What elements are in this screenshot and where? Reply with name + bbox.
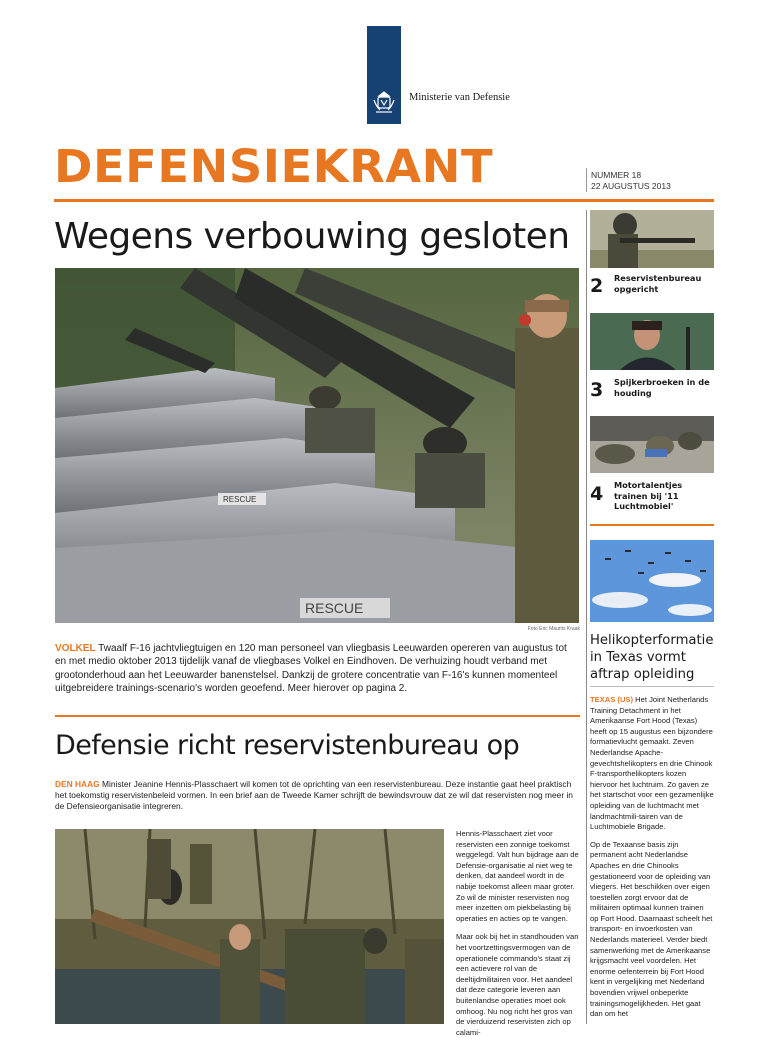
- masthead-rule: [54, 199, 714, 202]
- lead-body: [55, 642, 580, 696]
- teaser-photo-soldier[interactable]: [590, 210, 714, 268]
- second-story-column: [456, 829, 581, 1046]
- second-dateline: DEN HAAG: [55, 779, 100, 789]
- sidebar-story-body: [590, 695, 714, 1027]
- lead-dateline: VOLKEL: [55, 643, 96, 654]
- sidebar-dateline: TEXAS (US): [590, 695, 634, 704]
- teaser-title-4[interactable]: Motortalentjes trainen bij '11 Luchtmobiel': [614, 480, 683, 511]
- ministry-name: Ministerie van Defensie: [409, 92, 510, 103]
- sidebar-paragraph-1: [590, 695, 714, 833]
- sidebar-headline: Helikopterformatie in Texas vormt aftrap opleiding: [590, 633, 714, 682]
- rescue-label-large: RESCUE: [305, 600, 364, 616]
- sidebar-paragraph-1-text: Het Joint Netherlands Training Detachment in het Amerikaanse Fort Hood (Texas) heeft op 15 augustus een bijzondere formatievlucht gemaakt. Zeven Nederlandse Apache-gevechtshelikopters en drie Chinook F-transporthelikopters kozen hiervoor het luchtruim. Zo gaven ze het startschot voor een gezamenlijke opleiding van de luchtmacht met landmachtmili-tairen van de Luchtmobiele Brigade.: [590, 695, 714, 832]
- sidebar-rule: [590, 524, 714, 526]
- helicopter-formation-photo: [590, 540, 714, 622]
- teaser-photo-motorcycles[interactable]: [590, 416, 714, 473]
- teaser-title-3[interactable]: Spijkerbroeken in de houding: [614, 377, 710, 398]
- sidebar-headline-rule: [590, 686, 714, 687]
- teaser-page-3: 3: [590, 379, 604, 401]
- photo-credit: Foto Eric Maurits Kraak: [527, 626, 580, 632]
- issue-number: NUMMER 18: [591, 170, 642, 180]
- second-paragraph-1: Hennis-Plasschaert ziet voor reservisten een zonnige toekomst weggelegd. Valt hun bijdrage aan de Defensie-organisatie al niet weg te denken, dat aandeel wordt in de nabije toekomst alleen maar groter. Zo wil de minister reservisten nog meer inzetten om piekbelasting bij operaties en acties op te vangen.: [456, 829, 579, 923]
- f16-lineup-photo: [55, 268, 579, 623]
- lead-body-text: Twaalf F-16 jachtvliegtuigen en 120 man personeel van vliegbasis Leeuwarden opereren van augustus tot en met medio oktober 2013 tijdelijk vanaf de vliegbases Volkel en Eindhoven. De verhuizing houdt verband met grootonderhoud aan het Leeuwarder banenstelsel. Dankzij de grotere concentratie van F-16's kunnen momenteel uitgebreidere trainings-scenario's worden geoefend. Meer hierover op pagina 2.: [55, 643, 567, 695]
- second-lead: [55, 779, 580, 813]
- issue-separator: [586, 168, 587, 192]
- newspaper-title: DEFENSIEKRANT: [54, 140, 494, 193]
- sidebar-divider: [586, 210, 587, 1024]
- teaser-page-4: 4: [590, 483, 604, 505]
- issue-date: 22 AUGUSTUS 2013: [591, 181, 671, 191]
- teaser-photo-portrait[interactable]: [590, 313, 714, 370]
- second-paragraph-2: Maar ook bij het in standhouden van het voortzettingsvermogen van de operationele commando's staat zij een actievere rol van de deeltijdmilitairen voor. Het aandeel dat deze categorie leveren aan buitenlandse operaties moet ook omhoog. Nu nog richt het gros van de vierduizend reservisten zich op calami-: [456, 932, 579, 1037]
- second-headline: Defensie richt reservistenbureau op: [55, 730, 520, 761]
- reservists-training-photo: [55, 829, 444, 1024]
- crest-icon: [370, 88, 398, 116]
- story-divider: [55, 715, 580, 717]
- lead-headline: Wegens verbouwing gesloten: [54, 216, 570, 257]
- rescue-label-small: RESCUE: [223, 495, 257, 504]
- teaser-page-2: 2: [590, 275, 604, 297]
- second-lead-text: Minister Jeanine Hennis-Plasschaert wil komen tot de oprichting van een reservistenbureau. Deze instantie gaat heel praktisch het toekomstig reservistenbeleid vormen. In een brief aan de Tweede Kamer schrijft de bewindsvrouw dat ze wil dat reservisten nog meer in de Defensieorganisatie integreren.: [55, 779, 573, 812]
- sidebar-paragraph-2: Op de Texaanse basis zijn permanent acht Nederlandse Apaches en drie Chinooks gestationeerd voor de opleiding van vliegers. Het beschikken over eigen toestellen zorgt ervoor dat de militairen optimaal kunnen trainen op Fort Hood. Daarnaast scheelt het transport- en invoerkosten van Nederlands materieel. Verder biedt samenwerking met de Amerikaanse krijgsmacht veel voordelen. Het enorme oefenterrein bij Fort Hood kent in vergelijking met Nederland bovendien vrijwel onbeperkte trainingsmogelijkheden. Het gaat dan om het: [590, 839, 713, 1019]
- teaser-title-2[interactable]: Reservistenbureau opgericht: [614, 273, 702, 294]
